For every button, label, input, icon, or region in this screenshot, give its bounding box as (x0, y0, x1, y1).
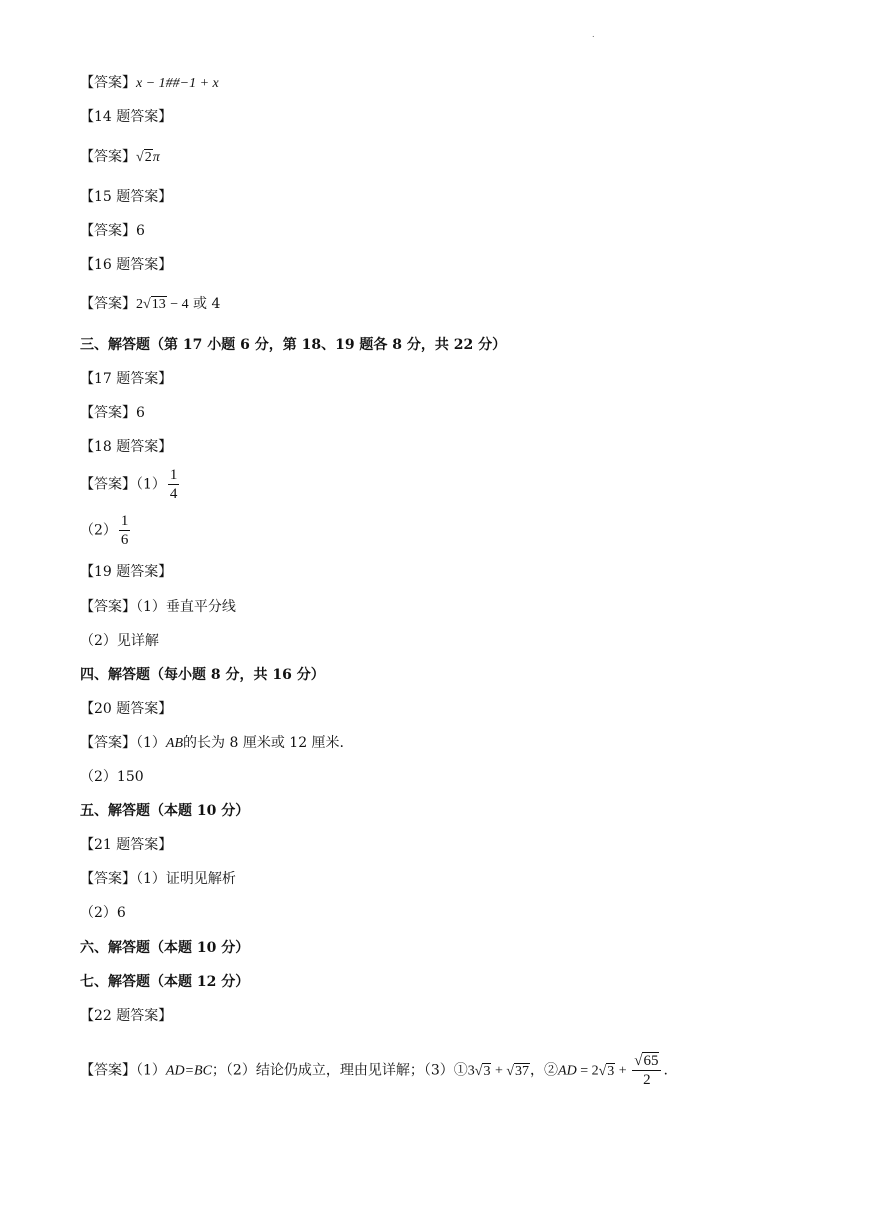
answer-text: 的长为 8 厘米或 12 厘米. (183, 735, 345, 751)
answer-label: 【答案】 (80, 149, 136, 165)
sqrt-expression: √65 (634, 1053, 659, 1069)
answer-label: 【答案】 (80, 296, 136, 312)
question-14-heading: 【14 题答案】 (80, 109, 173, 125)
answer-20-part-1 (80, 733, 344, 754)
section-3-heading: 三、解答题（第 17 小题 6 分，第 18、19 题各 8 分，共 22 分） (80, 337, 507, 353)
question-18-heading: 【18 题答案】 (80, 439, 173, 455)
sqrt-expression: √3 (598, 1063, 615, 1079)
answer-16 (80, 294, 220, 315)
fraction: $\frac{√65}{2}$ (632, 1052, 661, 1089)
answer-20-part-2: （2）150 (80, 769, 144, 785)
question-19-heading: 【19 题答案】 (80, 564, 173, 580)
sqrt-expression: √37 (506, 1063, 530, 1079)
section-7-heading: 七、解答题（本题 12 分） (80, 974, 250, 990)
sqrt-expression: √2 (136, 150, 152, 165)
separator: ，② (530, 1062, 559, 1079)
answer-14 (80, 147, 160, 168)
section-5-heading: 五、解答题（本题 10 分） (80, 803, 250, 819)
answer-math: x − 1##−1 + x (136, 76, 219, 91)
equals-term: = 2 (576, 1063, 599, 1079)
answer-13 (80, 73, 219, 94)
relation-math: AD=BC (165, 1063, 212, 1079)
answer-label: 【答案】（1） (80, 735, 166, 751)
section-6-heading: 六、解答题（本题 10 分） (80, 940, 250, 956)
answer-19-part-2: （2）见详解 (80, 633, 159, 649)
answer-21-part-1: 【答案】（1）证明见解析 (80, 871, 236, 887)
sqrt-expression: √3 (474, 1063, 491, 1079)
pi-symbol: π (152, 150, 160, 165)
segment-name: AD (558, 1063, 577, 1079)
sqrt-expression: √13 (143, 297, 166, 312)
minus-term: − 4 (166, 297, 189, 312)
question-16-heading: 【16 题答案】 (80, 257, 173, 273)
end-period: . (663, 1062, 668, 1079)
alternative-answer: 或 4 (188, 296, 221, 312)
answer-19-part-1: 【答案】（1）垂直平分线 (80, 599, 236, 615)
answer-15: 【答案】6 (80, 223, 145, 239)
segment-name: AB (165, 736, 184, 751)
header-mark: . (592, 30, 595, 39)
answer-18-part-2 (80, 512, 132, 549)
fraction: $\frac{1}{4}$ (169, 467, 178, 502)
question-17-heading: 【17 题答案】 (80, 371, 173, 387)
answer-label: 【答案】（1） (80, 1062, 166, 1079)
answer-22 (80, 1052, 668, 1089)
question-20-heading: 【20 题答案】 (80, 701, 173, 717)
plus-sign: + (615, 1063, 631, 1079)
answer-label: 【答案】 (80, 75, 136, 91)
section-4-heading: 四、解答题（每小题 8 分，共 16 分） (80, 667, 325, 683)
answer-18-part-1 (80, 466, 181, 503)
question-21-heading: 【21 题答案】 (80, 837, 173, 853)
question-22-heading: 【22 题答案】 (80, 1008, 173, 1024)
part-label: （2） (80, 522, 117, 539)
fraction: $\frac{1}{6}$ (120, 513, 129, 548)
answer-text: ；（2）结论仍成立，理由见详解；（3）① (211, 1062, 468, 1079)
answer-label: 【答案】（1） (80, 476, 166, 493)
answer-17: 【答案】6 (80, 405, 145, 421)
answer-21-part-2: （2）6 (80, 905, 126, 921)
question-15-heading: 【15 题答案】 (80, 189, 173, 205)
coefficient: 2 (136, 297, 143, 312)
coefficient: 3 (467, 1063, 475, 1079)
plus-sign: + (491, 1063, 507, 1079)
